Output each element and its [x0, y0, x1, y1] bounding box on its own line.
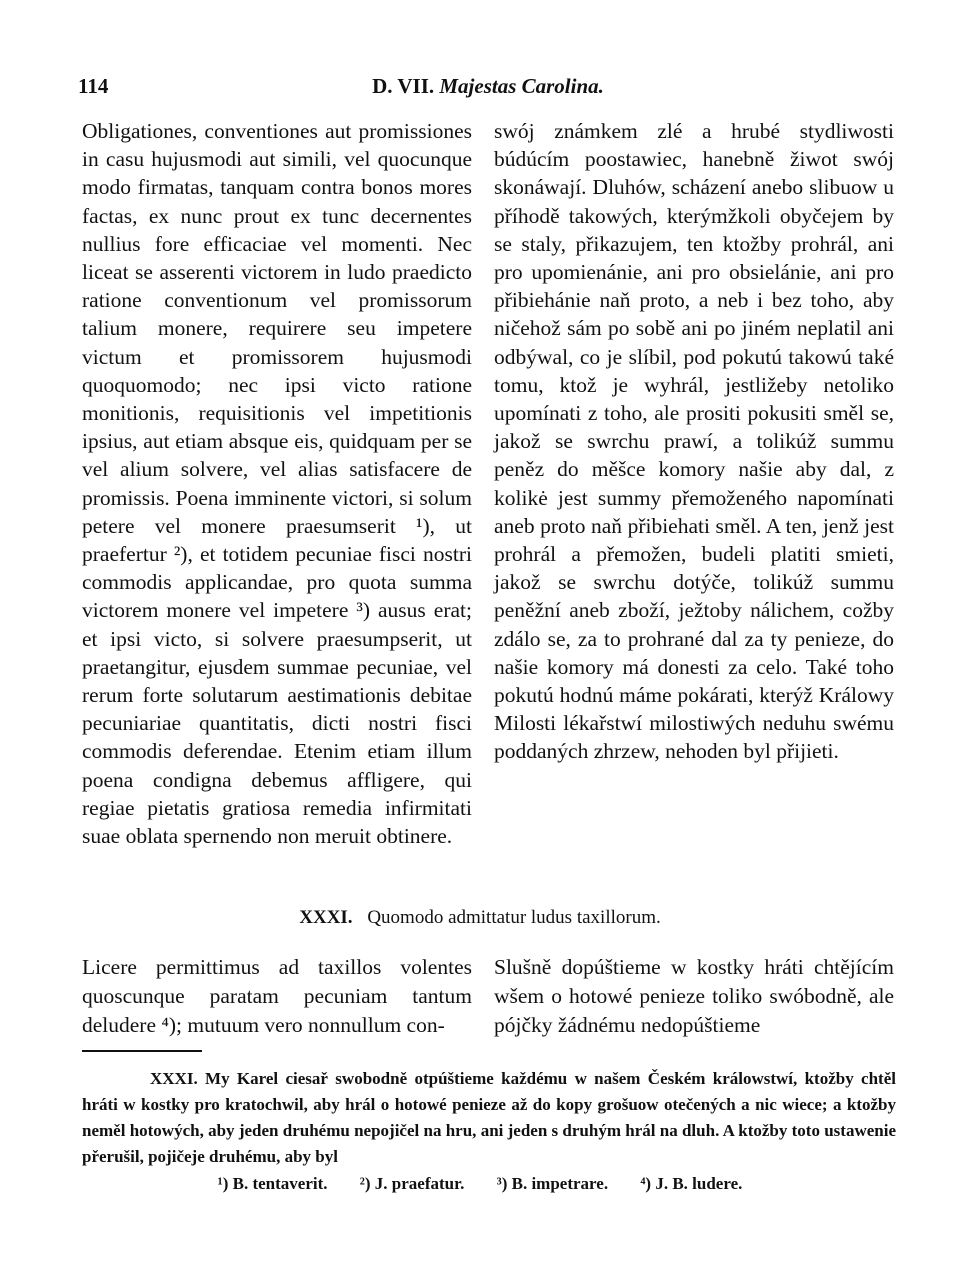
footnote-divider	[82, 1050, 202, 1052]
czech-paragraph: swój známkem zlé a hrubé stydliwosti búdúcím poostawiec, hanebně žiwot swój skonáwají. Dluhów, scházení anebo slibuow u příhodě takowých, kterýmžkoli obyčejem by se staly, přikazujem, ten ktožby prohrál, ani pro upomienánie, ani pro obsielánie, ani pro přibiehánie naň proto, a neb i bez toho, aby ničehož sám po sobě ani po jiném neplatil ani odbýwal, co je slíbil, pod pokutú takowú také tomu, ktož je wyhrál, jestližeby netoliko upomínati z toho, ale prositi pokusiti směl se, jakož se swrchu prawí, a tolikúž summu peněz do měšce komory našie aby dal, z kolikė jest summy přemoženého napomínati aneb proto naň přibiehati směl. A ten, jenž jest prohrál a přemožen, budeli platiti smieti, jakož se swrchu dotýče, tolikúž summu peněžní aneb zboží, ježtoby nálichem, cožby zdálo se, za to prohrané dal za ty penieze, do našie komory má donesti za celo. Také toho pokutú hodnú máme pokárati, kterýž Králowy Milosti lékařstwí milostiwých neduhu swému poddaných zhrzew, nehoden byl přijieti.	[494, 119, 894, 764]
running-head-prefix: D. VII.	[372, 74, 435, 98]
section-latin-paragraph: Licere permittimus ad taxillos volentes quoscunque paratam pecuniam tantum deludere ⁴); mutuum vero nonnullum con-	[82, 955, 472, 1037]
variant-note: ³) B. impetrare.	[496, 1174, 609, 1193]
section-latin-column	[82, 953, 472, 1040]
czech-column	[494, 117, 894, 766]
page-number: 114	[78, 74, 109, 98]
running-head	[78, 74, 898, 99]
page-header	[78, 74, 898, 104]
section-number: XXXI.	[299, 907, 353, 928]
variant-note: ²) J. praefatur.	[359, 1174, 465, 1193]
variant-note: ⁴) J. B. ludere.	[640, 1174, 743, 1193]
footnote-text: XXXI. My Karel ciesař swobodně otpúštieme každému w našem Českém králowstwí, ktožby chtěl hráti w kostky pro kratochwil, aby hrál o hotowé penieze až do kopy grošuow otečených a nic wiece; a ktožby neměl hotowých, aby jeden druhému nepojičel na hru, ani jeden s druhým hrál na dluh. A ktožby toto ustawenie přerušil, pojičeje druhému, aby byl	[82, 1069, 896, 1166]
variant-readings	[0, 1172, 960, 1196]
running-head-title: Majestas Carolina.	[439, 74, 604, 98]
variant-note: ¹) B. tentaverit.	[217, 1174, 328, 1193]
latin-column	[82, 117, 472, 850]
latin-paragraph: Obligationes, conventiones aut promissiones in casu hujusmodi aut simili, vel quocunque modo firmatas, tanquam contra bonos mores factas, ex nunc prout ex tunc decernentes nullius fore efficaciae vel momenti. Nec liceat se asserenti victorem in ludo praedicto ratione conventionum vel promissorum talium monere, requirere seu impetere victum et promissorem hujusmodi quoquomodo; nec ipsi victo ratione monitionis, requisitionis vel impetitionis ipsius, aut etiam absque eis, quidquam per se vel alium solvere, vel alias satisfacere de promissis. Poena imminente victori, si solum petere vel monere praesumserit ¹), ut praefertur ²), et totidem pecuniae fisci nostri commodis applicandae, pro quota summa victorem monere vel impetere ³) ausus erat; et ipsi victo, si solvere praesumpserit, ut praetangitur, ejusdem summae pecuniae, vel rerum forte solutarum aestimationis debitae pecuniariae quantitatis, dicti nostri fisci commodis deferendae. Etenim etiam illum poena condigna debemus affligere, qui regiae pietatis gratiosa remedia infirmitati suae oblata spernendo non meruit obtinere.	[82, 119, 472, 849]
section-czech-column	[494, 953, 894, 1040]
section-czech-paragraph: Slušně dopúštieme w kostky hráti chtějícím wšem o hotowé penieze toliko swóbodně, ale pójčky žádnému nedopúštieme	[494, 955, 894, 1037]
footnote	[82, 1066, 896, 1170]
section-title: Quomodo admittatur ludus taxillorum.	[367, 907, 661, 928]
section-heading	[0, 906, 960, 930]
